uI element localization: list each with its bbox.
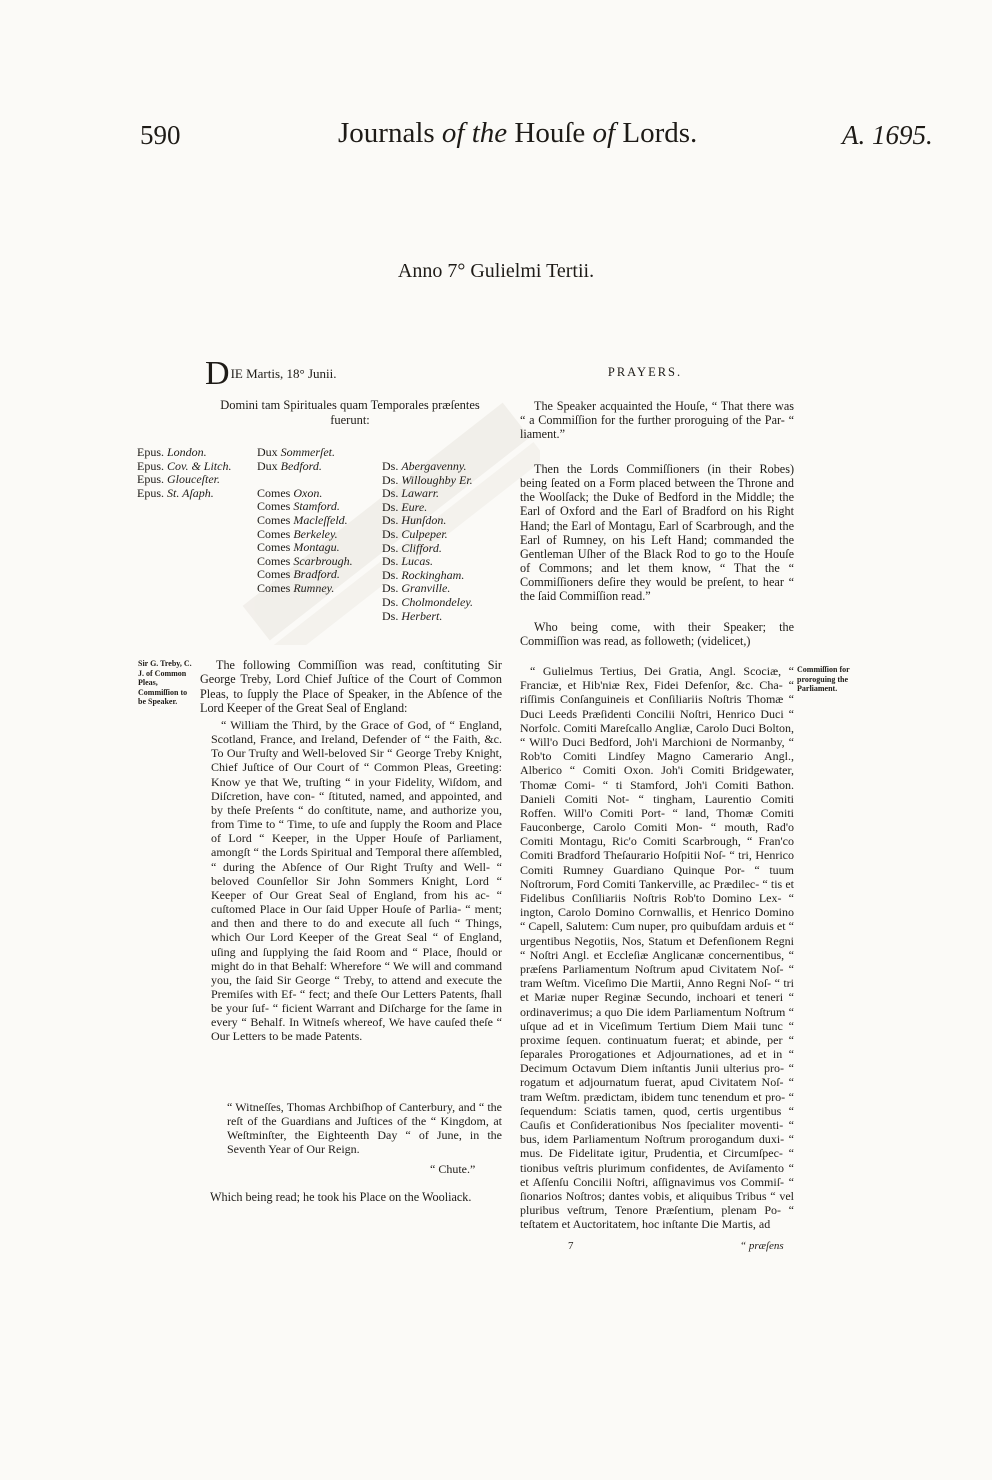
page-number: 590 bbox=[140, 120, 181, 150]
commission-intro-paragraph: The following Commiſſion was read, conſtituting Sir George Treby, Lord Chief Juſtice of the Court of Common Pleas, to ſupply the Place of Speaker, in the Abſence of the Lord Keeper of the Great Seal of England: bbox=[200, 658, 502, 715]
lord-entry: Ds. Clifford. bbox=[382, 540, 442, 555]
drop-capital: D bbox=[205, 355, 230, 392]
lord-entry: Ds. Lawarr. bbox=[382, 486, 440, 501]
speaker-paragraph: The Speaker acquainted the Houſe, “ That there was “ a Commiſſion for the further proroguing of the Par- “ liament.” bbox=[520, 399, 794, 442]
closing-paragraph: Which being read; he took his Place on the Wooliack. bbox=[210, 1190, 472, 1204]
signature-chute: “ Chute.” bbox=[430, 1162, 476, 1176]
signature-mark: 7 bbox=[568, 1240, 574, 1252]
lord-entry: Epus. London. bbox=[137, 445, 207, 459]
session-heading: Anno 7° Gulielmi Tertii. bbox=[397, 260, 595, 282]
lord-entry: Ds. Hunſdon. bbox=[382, 513, 447, 528]
lord-entry: Ds. Willoughby Er. bbox=[382, 472, 473, 487]
lord-entry: Comes Scarbrough. bbox=[257, 553, 353, 568]
lords-column-dukes-earls bbox=[257, 446, 353, 596]
lord-entry: Comes Rumney. bbox=[257, 580, 335, 595]
lord-entry: Ds. Cholmondeley. bbox=[382, 594, 473, 609]
commission-read-paragraph: Who being come, with their Speaker; the Commiſſion was read, as followeth; (videlicet,) bbox=[520, 620, 794, 649]
lord-entry: Epus. Glouceſter. bbox=[137, 472, 220, 487]
lord-entry: Ds. Culpeper. bbox=[382, 526, 448, 541]
attendance-heading: Domini tam Spirituales quam Temporales præſentes fuerunt: bbox=[220, 398, 480, 427]
lord-entry: Comes Stamford. bbox=[257, 499, 340, 514]
lord-entry: Ds. Lucas. bbox=[382, 554, 434, 569]
day-heading: DIE Martis, 18° Junii. bbox=[205, 355, 337, 392]
lord-entry: Dux Sommerſet. bbox=[257, 445, 335, 459]
lords-column-barons bbox=[382, 460, 473, 623]
lord-entry: Comes Bradford. bbox=[257, 567, 340, 582]
lord-entry: Ds. Rockingham. bbox=[382, 567, 465, 582]
prayers-heading: PRAYERS. bbox=[607, 365, 683, 379]
spacer bbox=[257, 473, 353, 487]
commissioners-paragraph: Then the Lords Commiſſioners (in their Robes) being ſeated on a Form placed between the Throne and the Woolſack; the Duke of Bedford in the Middle; the Earl of Oxford and the Earl of Bradford on his Right Hand; the Earl of Montagu, Earl of Scarbrough, and the Earl of Rumney, on his Left Hand; commanded the Gentleman Uſher of the Black Rod to go to the Houſe of Commons; and let them know, “ That the “ Commiſſioners deſire they would be preſent, to hear “ the ſaid Commiſſion read.” bbox=[520, 462, 794, 604]
lord-entry: Comes Oxon. bbox=[257, 485, 323, 500]
lord-entry: Ds. Eure. bbox=[382, 499, 428, 514]
lord-entry: Ds. Herbert. bbox=[382, 608, 443, 623]
lord-entry: Ds. Abergavenny. bbox=[382, 459, 467, 473]
witness-clause: “ Witneſſes, Thomas Archbiſhop of Canterbury, and “ the reſt of the Guardians and Juſtices of the “ Kingdom, at Weſtminſter, the Eighteenth Day “ of June, in the Seventh Year of Our Reign. bbox=[227, 1100, 502, 1157]
lord-entry: Epus. St. Aſaph. bbox=[137, 485, 214, 500]
margin-note-treby: Sir G. Treby, C. J. of Common Pleas, Commiſſion to be Speaker. bbox=[138, 659, 192, 706]
lord-entry: Epus. Cov. & Litch. bbox=[137, 458, 232, 473]
lord-entry: Comes Berkeley. bbox=[257, 526, 338, 541]
lord-entry: Dux Bedford. bbox=[257, 458, 322, 473]
lord-entry: Ds. Granville. bbox=[382, 581, 451, 596]
lords-column-bishops bbox=[137, 446, 231, 500]
commission-text: “ William the Third, by the Grace of God, of “ England, Scotland, France, and Ireland, Defender of “ the Faith, &c. To Our Truſty and Well-beloved Sir “ George Treby Knight, Chief Juſtice of Our Court of “ Common Pleas, Greeting: Know ye that We, truſting “ in your Fidelity, Wiſdom, and Diſcretion, have con- “ ſtituted, named, and appointed, and by theſe Preſents “ do conſtitute, name, and authorize you, from Time to “ Time, to uſe and ſupply the Room and Place of Lord “ Keeper, in the Upper Houſe of Parliament, amongſt “ the Lords Spiritual and Temporal there aſſembled, “ during the Abſence of Our Right Truſty and Well- “ beloved Counſellor Sir John Sommers Knight, Lord “ Keeper of Our Great Seal of England, from his ac- “ cuſtomed Place in Our ſaid Upper Houſe of Parlia- “ ment; and then and there to do and execute all ſuch “ Things, which Our Lord Keeper of the Great Seal “ of England, uſing and ſupplying the ſaid Room and “ Place, ſhould or might do in that Behalf: Wherefore “ We will and command you, the ſaid Sir George “ Treby, to attend and execute the Premiſes with Ef- “ fect; and theſe Our Letters Patents, ſhall be your ſuf- “ ficient Warrant and Diſcharge for the ſame in every “ Behalf. In Witneſs whereof, We have cauſed theſe “ Our Letters to be made Patents. bbox=[211, 718, 502, 1044]
lord-entry: Comes Montagu. bbox=[257, 540, 340, 555]
margin-note-proroguing: Commiſſion for proroguing the Parliament. bbox=[797, 665, 850, 693]
catchword: “ præſens bbox=[740, 1240, 784, 1252]
latin-commission-text: “ Gulielmus Tertius, Dei Gratia, Angl. Scociæ, “ Franciæ, et Hib'niæ Rex, Fidei Defenſor, &c. Cha- “ riſſimis Conſanguineis et Conſiliariis Noſtris Thomæ “ Duci Leeds Præſidenti Concilii Noſtri, Henrico Duci “ Norfolc. Comiti Mareſcallo Angliæ, Carolo Duci Bolton, “ Will'o Duci Bedford, Joh'i Marchioni de Normanby, “ Rob'to Comiti Lindſey Magno Camerario Angl., Alberico “ Comiti Oxon. Joh'i Comiti Bridgewater, Thomæ Comi- “ ti Stamford, Joh'i Comiti Bathon. Danieli Comiti Not- “ tingham, Laurentio Comiti Roffen. Will'o Comiti Port- “ land, Thomæ Comiti Fauconberge, Carolo Comiti Mon- “ mouth, Rad'o Comiti Montagu, Ric'o Comiti Scarbrough, “ Fran'co Comiti Bradford Theſaurario Hoſpitii Noſ- “ tri, Henrico Comiti Rumney Guardiano Quinque Por- “ tuum Noſtrorum, Ford Comiti Tankerville, ac Prædilec- “ tis et Fidelibus Conſiliariis Noſtris Rob'to Domino Lex- “ ington, Carolo Domino Cornwallis, et Henrico Domino “ Capell, Salutem: Cum nuper, pro quibuſdam arduis et “ urgentibus Negotiis, Nos, Statum et Defenſionem Regni “ Noſtri Angl. et Eccleſiæ Anglicanæ concernentibus, “ præſens Parliamentum Noſtrum apud Civitatem Noſ- “ tram Weſtm. Viceſimo Die Martii, Anno Regni Noſ- “ tri et Mariæ nuper Reginæ Secundo, inchoari et teneri “ ordinaverimus; a quo Die idem Parliamentum Noſtrum “ uſque ad et in Viceſimum Tertium Diem Maii tunc “ proxime ſequen. continuatum fuerat; et abinde, per “ ſeparales Prorogationes et Adjournationes, ad et in “ Decimum Octavum Diem inſtantis Junii ulterius pro- “ rogatum et adjournatum fuerat, apud Civitatem Noſ- “ tram Weſtm. prædictam, ibidem tunc tenendum et pro- “ ſequendum: Sciatis tamen, quod, certis urgentibus “ Cauſis et Conſiderationibus Nos ſpecialiter moventi- “ bus, idem Parliamentum Noſtrum prorogandum duxi- “ mus. De Fidelitate igitur, Prudentia, et Circumſpec- “ tionibus veſtris plurimum confidentes, de Aviſamento “ et Aſſenſu Concilii Noſtri, aſſignavimus vos Commiſ- “ ſionarios Noſtros; dantes vobis, et aliquibus Tribus “ vel pluribus veſtrum, Tenore Præſentium, plenam Po- “ teſtatem et Auctoritatem, hoc inſtante Die Martis, ad bbox=[520, 664, 794, 1232]
page-year: A. 1695. bbox=[842, 120, 933, 150]
running-title: Journals of the Houſe of Lords. bbox=[338, 117, 698, 149]
lord-entry: Comes Macleſfeld. bbox=[257, 512, 348, 527]
